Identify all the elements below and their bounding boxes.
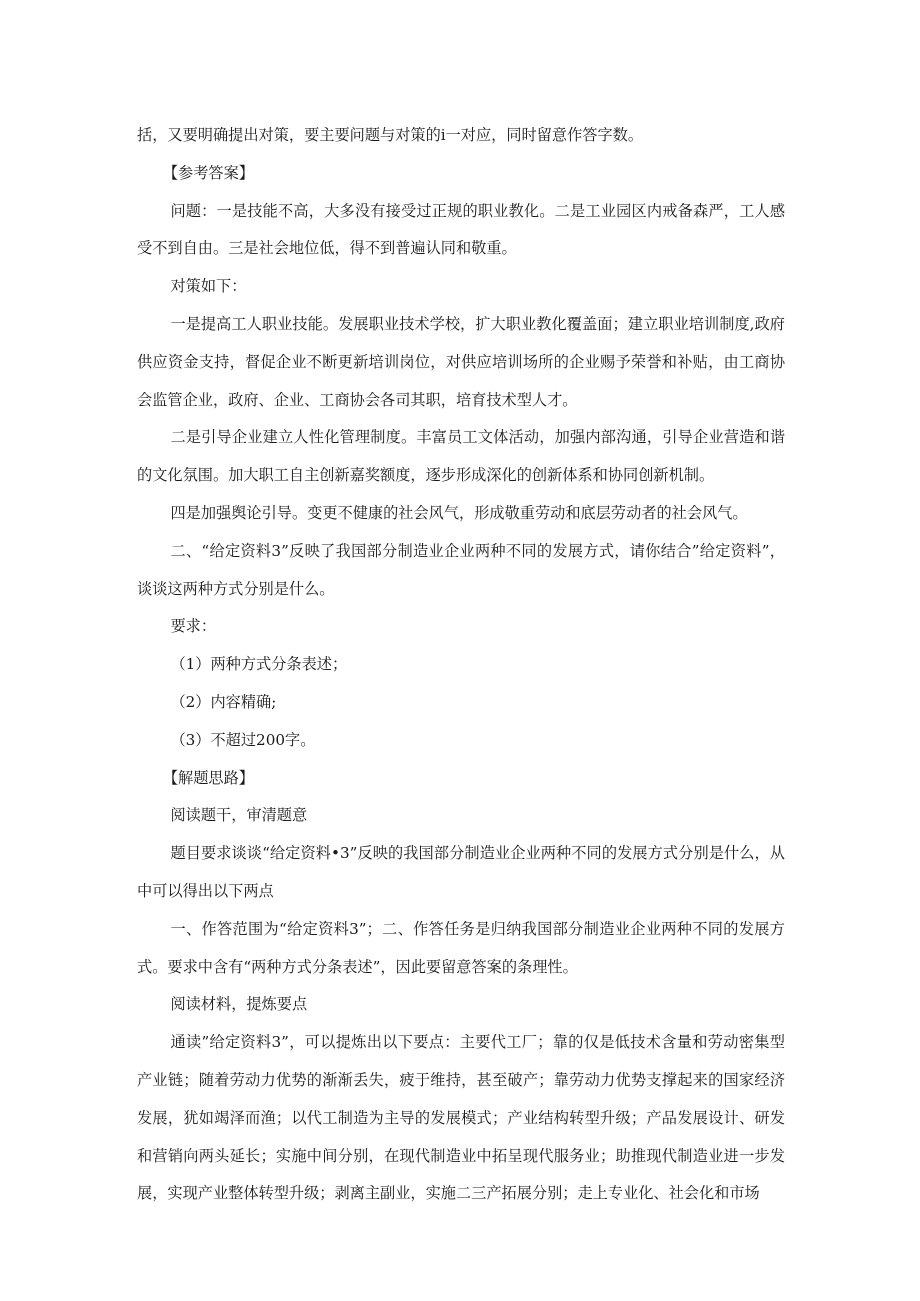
requirement-item-1: （1）两种方式分条表述；	[170, 655, 348, 674]
paragraph-continuation: 括，又要明确提出对策，要主要问题与对策的i一对应，同时留意作答字数。	[137, 126, 644, 144]
paragraph-countermeasure-4: 四是加强舆论引导。变更不健康的社会风气，形成敬重劳动和底层劳动者的社会风气。	[170, 503, 748, 522]
requirements-label: 要求：	[170, 617, 216, 636]
paragraph-countermeasure-2: 二是引导企业建立人性化管理制度。丰富员工文体活动，加强内部沟通，引导企业营造和谐的文化氛围。加大职工自主创新嘉奖额度，逐步形成深化的创新体系和协同创新机制。	[137, 428, 785, 485]
requirement-item-3: （3）不超过200字。	[170, 730, 316, 749]
paragraph-countermeasure-1: 一是提高工人职业技能。发展职业技术学校，扩大职业教化覆盖面；建立职业培训制度,政府供应资金支持，督促企业不断更新培训岗位，对供应培训场所的企业赐予荣誉和补贴，由工商协会监管企业，政府、企业、工商协会各司其职，培育技术型人才。	[137, 314, 785, 409]
reference-answer-heading: 【参考答案】	[162, 163, 254, 182]
solution-approach-heading: 【解题思路】	[162, 768, 254, 787]
paragraph-key-points: 通读”给定资料3”，可以提炼出以下要点：主要代工厂；靠的仅是低技术含量和劳动密集型产业链；随着劳动力优势的渐渐丢失，疲于维持，甚至破产；靠劳动力优势支撑起来的国家经济发展，犹如竭泽而渔；以代工制造为主导的发展模式；产业结构转型升级；产品发展设计、研发和营销向两头延长；实施中间分别，在现代制造业中拓呈现代服务业；助推现代制造业进一步发展，实现产业整体转型升级；剥离主副业，实施二三产拓展分别；走上专业化、社会化和市场	[137, 1033, 785, 1203]
step-read-material: 阅读材料，提炼要点	[170, 995, 308, 1014]
paragraph-scope-and-task: 一、作答范围为“给定资料3”；二、作答任务是归纳我国部分制造业企业两种不同的发展方式。要求中含有“两种方式分条表述”，因此要留意答案的条理性。	[137, 919, 785, 976]
question-two: 二、“给定资料3”反映了我国部分制造业企业两种不同的发展方式，请你结合”给定资料”，谈谈这两种方式分别是什么。	[137, 541, 785, 598]
step-read-question: 阅读题干，审清题意	[170, 806, 308, 825]
requirement-item-2: （2）内容精确;	[170, 692, 277, 711]
paragraph-problems: 问题：一是技能不高，大多没有接受过正规的职业教化。二是工业园区内戒备森严，工人感受不到自由。三是社会地位低，得不到普遍认同和敬重。	[137, 201, 785, 258]
paragraph-countermeasures-intro: 对策如下：	[170, 277, 247, 296]
paragraph-question-analysis: 题目要求谈谈“给定资料•3”反映的我国部分制造业企业两种不同的发展方式分别是什么，从中可以得出以下两点	[137, 844, 785, 900]
document-page	[137, 117, 785, 1213]
